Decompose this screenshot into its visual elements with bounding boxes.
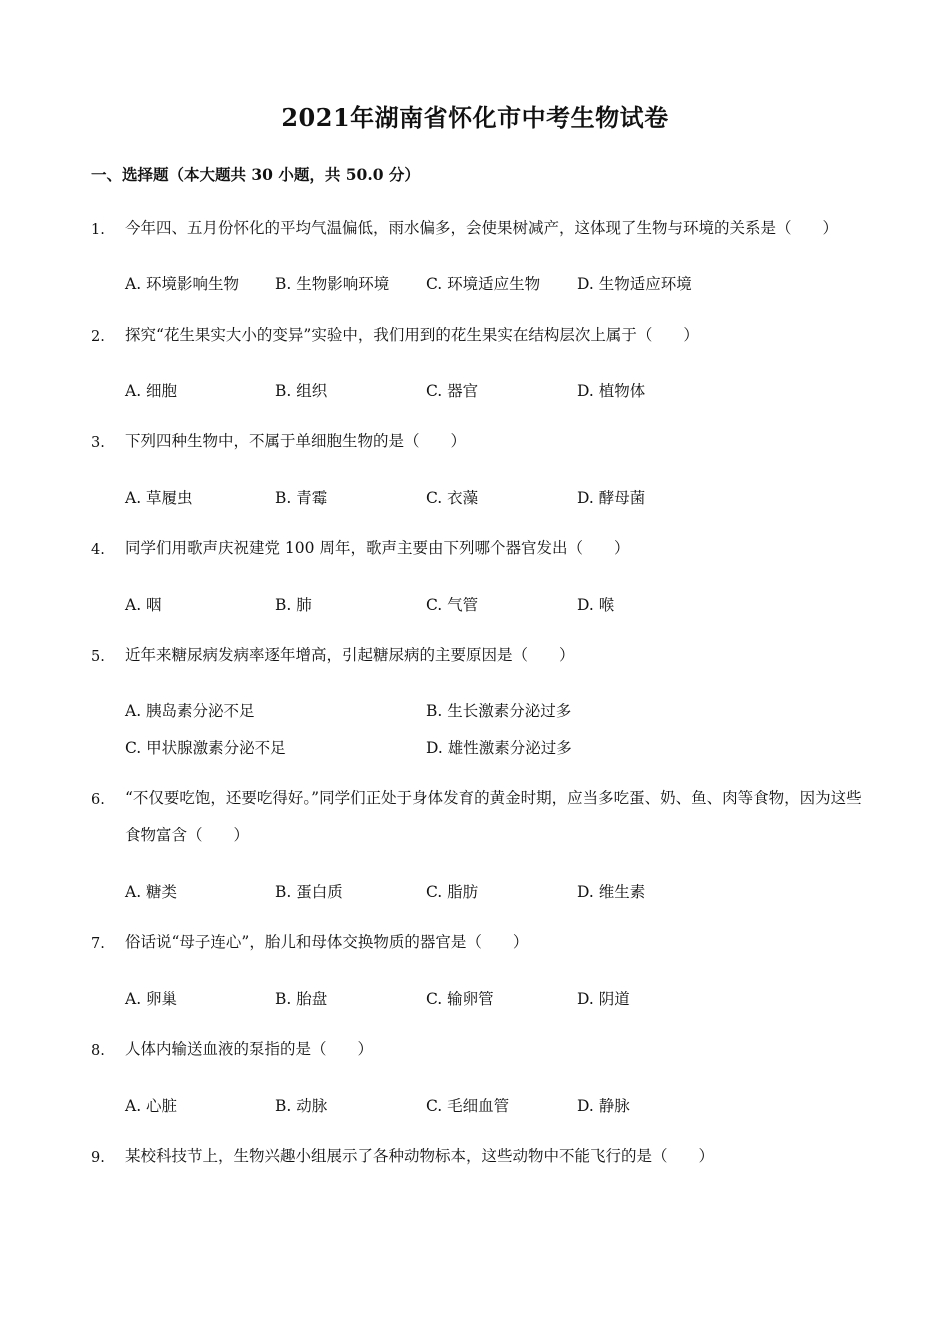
question-number: 7. [91,936,105,952]
option-a[interactable]: A. 心脏 [125,1097,178,1115]
question-text: 同学们用歌声庆祝建党 100 周年，歌声主要由下列哪个器官发出（ ） [125,539,630,557]
question-text: 近年来糖尿病发病率逐年增高，引起糖尿病的主要原因是（ ） [125,646,575,664]
question-5 [91,637,871,674]
option-a[interactable]: A. 糖类 [125,883,178,901]
option-b[interactable]: B. 青霉 [275,489,328,507]
question-number: 6. [91,792,105,808]
option-d[interactable]: D. 喉 [577,596,615,614]
question-text: 人体内输送血液的泵指的是（ ） [125,1040,374,1058]
page-title: 2021年湖南省怀化市中考生物试卷 [281,103,669,132]
option-d[interactable]: D. 维生素 [577,883,646,901]
question-number: 1. [91,222,105,238]
question-text: 俗话说“母子连心”，胎儿和母体交换物质的器官是（ ） [125,933,529,951]
option-a[interactable]: A. 环境影响生物 [125,275,240,293]
question-9 [91,1138,871,1175]
question-text: “不仅要吃饱，还要吃得好。”同学们正处于身体发育的黄金时期，应当多吃蛋、奶、鱼、肉等食物，因为这些食物富含（ ） [125,789,862,844]
option-d[interactable]: D. 雄性激素分泌过多 [426,739,572,757]
option-c[interactable]: C. 环境适应生物 [426,275,541,293]
question-6 [91,780,871,854]
option-c[interactable]: C. 器官 [426,382,479,400]
option-a[interactable]: A. 咽 [125,596,162,614]
option-c[interactable]: C. 毛细血管 [426,1097,510,1115]
option-b[interactable]: B. 胎盘 [275,990,328,1008]
question-7 [91,924,871,961]
option-b[interactable]: B. 组织 [275,382,328,400]
question-number: 5. [91,649,105,665]
option-b[interactable]: B. 动脉 [275,1097,328,1115]
option-a[interactable]: A. 卵巢 [125,990,178,1008]
question-4 [91,530,871,567]
question-number: 2. [91,329,105,345]
question-3 [91,423,871,460]
option-d[interactable]: D. 生物适应环境 [577,275,692,293]
question-text: 探究“花生果实大小的变异”实验中，我们用到的花生果实在结构层次上属于（ ） [125,326,699,344]
option-b[interactable]: B. 肺 [275,596,312,614]
option-b[interactable]: B. 生长激素分泌过多 [426,702,572,720]
option-a[interactable]: A. 胰岛素分泌不足 [125,702,255,720]
option-d[interactable]: D. 植物体 [577,382,646,400]
question-text: 今年四、五月份怀化的平均气温偏低，雨水偏多，会使果树减产，这体现了生物与环境的关系是（ ） [125,219,839,237]
question-number: 9. [91,1150,105,1166]
option-a[interactable]: A. 细胞 [125,382,178,400]
question-1 [91,210,871,247]
question-number: 4. [91,542,105,558]
option-c[interactable]: C. 输卵管 [426,990,494,1008]
option-d[interactable]: D. 阴道 [577,990,630,1008]
option-c[interactable]: C. 脂肪 [426,883,479,901]
option-b[interactable]: B. 生物影响环境 [275,275,390,293]
question-8 [91,1031,871,1068]
option-c[interactable]: C. 衣藻 [426,489,479,507]
question-text: 下列四种生物中，不属于单细胞生物的是（ ） [125,432,467,450]
question-number: 3. [91,435,105,451]
option-b[interactable]: B. 蛋白质 [275,883,343,901]
option-d[interactable]: D. 静脉 [577,1097,630,1115]
section-heading: 一、选择题（本大题共 30 小题，共 50.0 分） [91,165,420,184]
question-number: 8. [91,1043,105,1059]
option-c[interactable]: C. 气管 [426,596,479,614]
question-text: 某校科技节上，生物兴趣小组展示了各种动物标本，这些动物中不能飞行的是（ ） [125,1147,715,1165]
option-c[interactable]: C. 甲状腺激素分泌不足 [125,739,286,757]
question-2 [91,317,871,354]
option-d[interactable]: D. 酵母菌 [577,489,646,507]
option-a[interactable]: A. 草履虫 [125,489,193,507]
